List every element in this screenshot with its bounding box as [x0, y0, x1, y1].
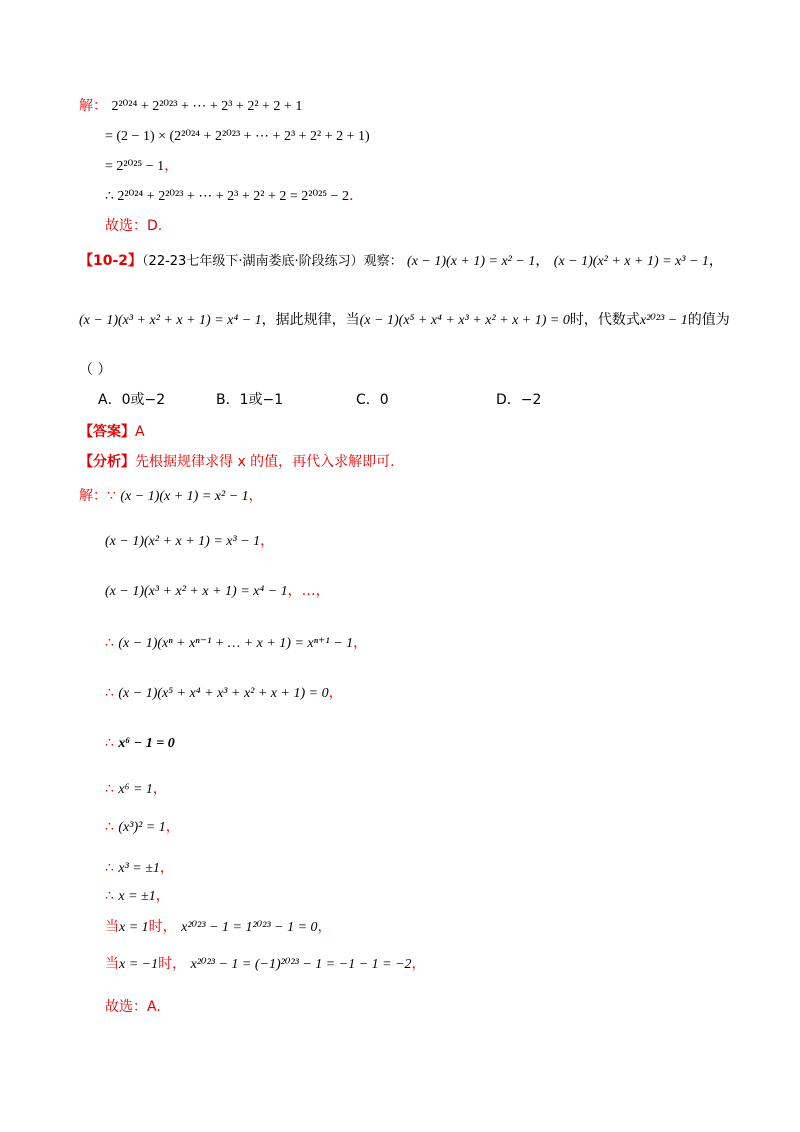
- equation-2: (x − 1)(x² + x + 1) = x³ − 1: [553, 254, 709, 269]
- therefore-symbol: ∴: [105, 860, 114, 876]
- math-expression: 2²⁰²⁴ + 2²⁰²³ + ⋯ + 2³ + 2² + 2 + 1: [111, 99, 303, 114]
- solution-step-6: ∴ x⁶ − 1 = 0: [105, 735, 175, 751]
- analysis-text: 先根据规律求得 x 的值，再代入求解即可.: [135, 454, 395, 470]
- answer-value: A: [135, 424, 145, 440]
- solution-step-7: ∴ x⁶ = 1，: [105, 781, 167, 797]
- solution-step-1: 解：∵ (x − 1)(x + 1) = x² − 1，: [79, 488, 263, 504]
- therefore-symbol: ∴: [105, 735, 114, 751]
- solution-step-4: ∴ (x − 1)(xⁿ + xⁿ⁻¹ + … + x + 1) = xⁿ⁺¹ − 1，: [105, 635, 368, 651]
- solution-step-10: ∴ x = ±1，: [105, 888, 170, 904]
- option-c: C．0: [356, 392, 389, 408]
- solution-step-2: (x − 1)(x² + x + 1) = x³ − 1，: [105, 533, 275, 549]
- equation-1: (x − 1)(x + 1) = x² − 1: [407, 254, 536, 269]
- answer-label: 【答案】: [79, 424, 135, 440]
- solution-step-9: ∴ x³ = ±1，: [105, 860, 174, 876]
- target-expression: x²⁰²³ − 1: [639, 313, 688, 328]
- solution-step-8: ∴ (x³)² = 1，: [105, 819, 180, 835]
- therefore-symbol: ∴: [105, 781, 114, 797]
- solution-label: 解：: [79, 98, 107, 114]
- analysis-line: [79, 452, 395, 472]
- math-expression: ∴ 2²⁰²⁴ + 2²⁰²³ + ⋯ + 2³ + 2² + 2 = 2²⁰²⁵ − 2: [105, 189, 350, 204]
- therefore-symbol: ∴: [105, 685, 114, 701]
- math-expression: = (2 − 1) × (2²⁰²⁴ + 2²⁰²³ + ⋯ + 2³ + 2² + 2 + 1): [105, 129, 370, 144]
- prev-solution-line-2: [105, 126, 370, 147]
- final-answer: 故选：A.: [105, 999, 161, 1015]
- therefore-symbol: ∴: [105, 888, 114, 904]
- therefore-symbol: ∴: [105, 635, 114, 651]
- because-symbol: ∵: [107, 488, 116, 504]
- problem-line-1: 【10-2】（22-23七年级下·湖南娄底·阶段练习）观察： (x − 1)(x + 1) = x² − 1， (x − 1)(x² + x + 1) = x³ − 1，: [79, 253, 723, 269]
- option-d: D．−2: [496, 392, 542, 408]
- option-a: A．0或−2: [98, 392, 166, 408]
- solution-case-2: 当x = −1时， x²⁰²³ − 1 = (−1)²⁰²³ − 1 = −1 − 1 = −2，: [105, 956, 426, 972]
- prev-answer: 故选：D.: [105, 218, 163, 234]
- therefore-symbol: ∴: [105, 819, 114, 835]
- solution-case-1: 当x = 1时， x²⁰²³ − 1 = 1²⁰²³ − 1 = 0，: [105, 919, 332, 935]
- math-expression: = 2²⁰²⁵ − 1: [105, 159, 165, 174]
- answer-line: [79, 422, 145, 442]
- prev-solution-line-4: ∴ 2²⁰²⁴ + 2²⁰²³ + ⋯ + 2³ + 2² + 2 = 2²⁰²⁵ − 2．: [105, 188, 364, 204]
- problem-line-2: (x − 1)(x³ + x² + x + 1) = x⁴ − 1，据此规律，当(x − 1)(x⁵ + x⁴ + x³ + x² + x + 1) = 0时，代数式x²⁰²³ − 1的值为: [79, 312, 730, 328]
- solution-label: 解：: [79, 488, 107, 504]
- option-b: B．1或−1: [216, 392, 284, 408]
- problem-source: （22-23七年级下·湖南娄底·阶段练习）观察：: [142, 254, 403, 269]
- problem-tag: 【10-2】: [79, 253, 143, 269]
- equation-3: (x − 1)(x³ + x² + x + 1) = x⁴ − 1: [79, 313, 262, 328]
- solution-step-5: ∴ (x − 1)(x⁵ + x⁴ + x³ + x² + x + 1) = 0，: [105, 685, 343, 701]
- solution-step-3: (x − 1)(x³ + x² + x + 1) = x⁴ − 1，…，: [105, 583, 330, 599]
- prev-solution-line-1: [79, 96, 302, 117]
- equation-4: (x − 1)(x⁵ + x⁴ + x³ + x² + x + 1) = 0: [359, 313, 570, 328]
- answer-parentheses: （ ）: [79, 362, 112, 378]
- analysis-label: 【分析】: [79, 454, 135, 470]
- prev-solution-line-3: = 2²⁰²⁵ − 1，: [105, 158, 179, 174]
